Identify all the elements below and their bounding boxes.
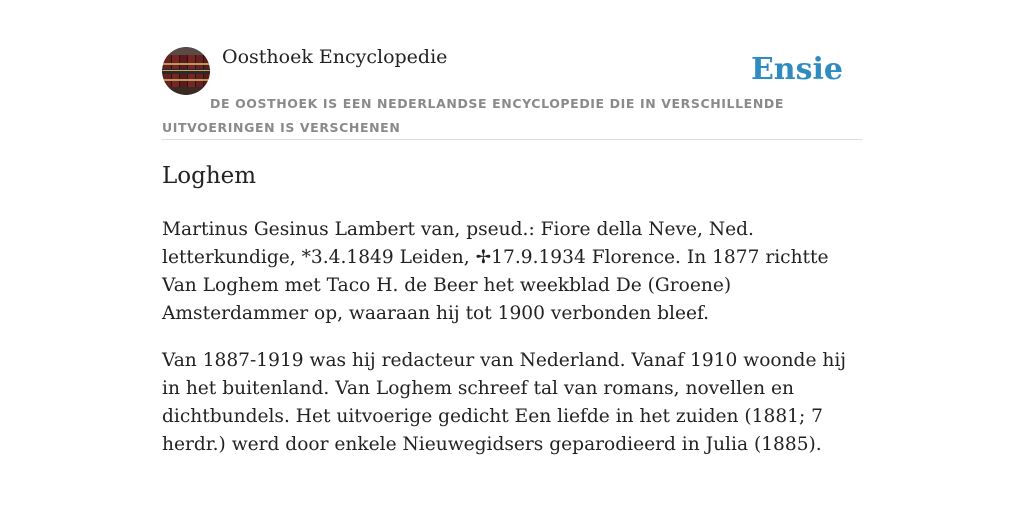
entry-paragraph: Martinus Gesinus Lambert van, pseud.: Fiore della Neve, Ned. letterkundige, *3.4.1849 Leiden, ✢17.9.1934 Florence. In 1877 richtte Van Loghem met Taco H. de Beer het weekblad De (Groene) Amsterdammer op, waaraan hij tot 1900 verbonden bleef. (162, 219, 829, 324)
book-spines-icon[interactable] (162, 47, 210, 95)
entry-body (162, 216, 862, 478)
site-tagline: DE OOSTHOEK IS EEN NEDERLANDSE ENCYCLOPEDIE DIE IN VERSCHILLENDE UITVOERINGEN IS VERSCHENEN (162, 96, 784, 135)
header-divider (162, 139, 862, 140)
brand-logo[interactable]: Ensie (750, 52, 843, 87)
entry-title: Loghem (162, 163, 257, 189)
site-title[interactable]: Oosthoek Encyclopedie (222, 46, 448, 68)
entry-paragraph: Van 1887-1919 was hij redacteur van Nederland. Vanaf 1910 woonde hij in het buitenland. Van Loghem schreef tal van romans, novellen en dichtbundels. Het uitvoerige gedicht Een liefde in het zuiden (1881; 7 herdr.) werd door enkele Nieuwegidsers geparodieerd in Julia (1885). (162, 350, 847, 455)
